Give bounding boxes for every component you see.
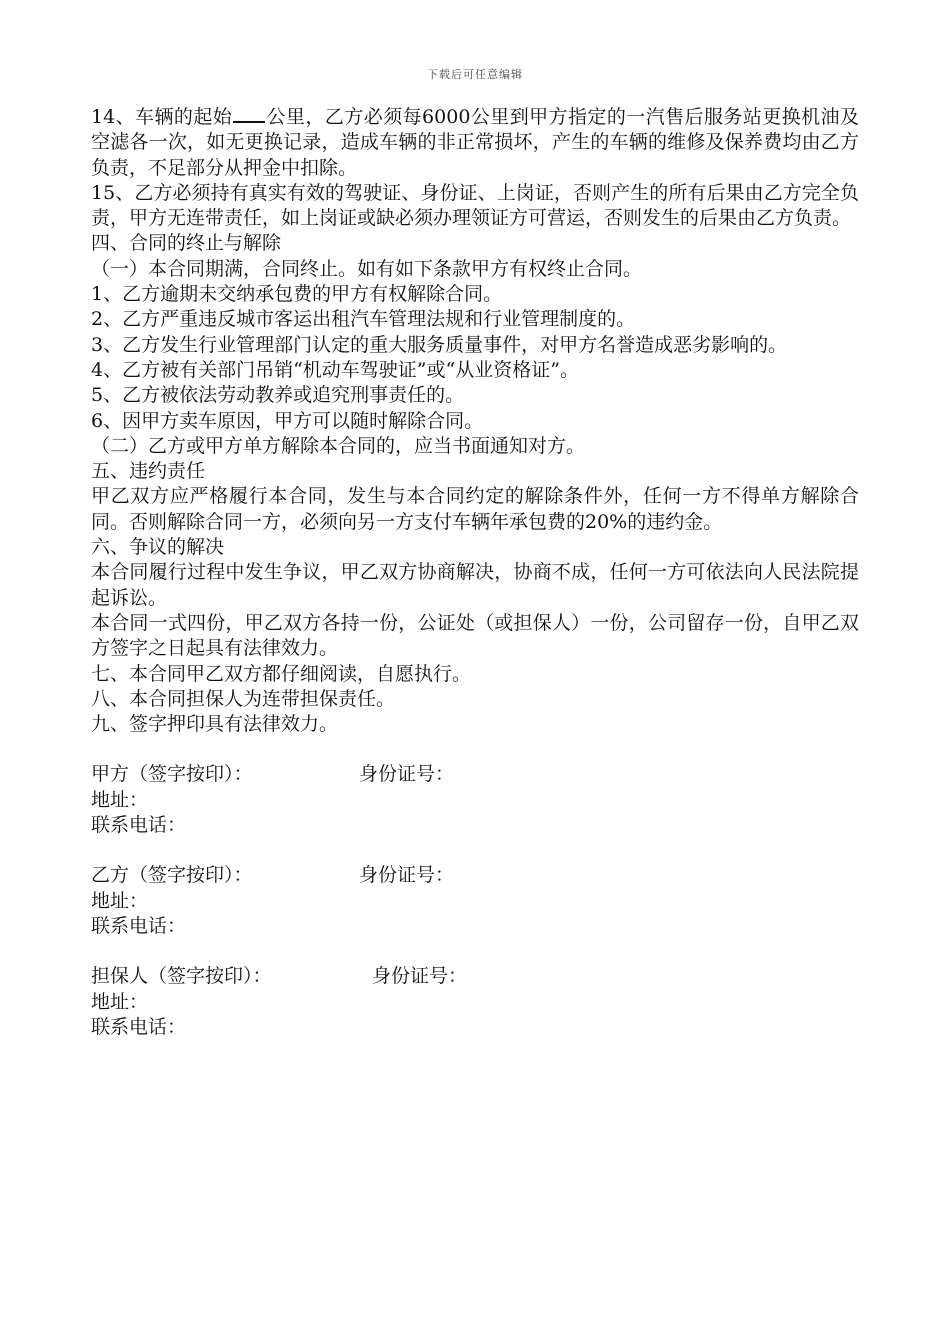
contract-body [91, 103, 859, 1040]
party-a-id-label: 身份证号： [359, 763, 455, 786]
clause-15: 15、乙方必须持有真实有效的驾驶证、身份证、上岗证，否则产生的所有后果由乙方完全负责，甲方无连带责任，如上岗证或缺必须办理领证方可营运，否则发生的后果由乙方负责。 [91, 181, 859, 230]
termination-clause-1: 1、乙方逾期未交纳承包费的甲方有权解除合同。 [91, 283, 503, 306]
termination-item-1: （一）本合同期满，合同终止。如有如下条款甲方有权终止合同。 [91, 257, 643, 280]
clause-14-start: 14、车辆的起始 [91, 106, 233, 128]
party-b-address-label: 地址： [91, 889, 149, 912]
party-b-phone-label: 联系电话： [91, 914, 187, 937]
termination-clause-2: 2、乙方严重违反城市客运出租汽车管理法规和行业管理制度的。 [91, 308, 636, 331]
guarantor-sign-label: 担保人（签字按印）： [91, 965, 272, 988]
termination-clause-4: 4、乙方被有关部门吊销“机动车驾驶证”或“从业资格证”。 [91, 358, 579, 381]
party-a-address-label: 地址： [91, 788, 149, 811]
termination-clause-5: 5、乙方被依法劳动教养或追究刑事责任的。 [91, 384, 465, 407]
clause-14 [91, 103, 859, 181]
party-a-sign-label: 甲方（签字按印）： [91, 763, 253, 786]
guarantor-address-label: 地址： [91, 990, 149, 1013]
dispute-text: 本合同履行过程中发生争议，甲乙双方协商解决，协商不成，任何一方可依法向人民法院提起诉讼。 [91, 561, 859, 609]
termination-clause-6: 6、因甲方卖车原因，甲方可以随时解除合同。 [91, 409, 484, 432]
termination-clause-3: 3、乙方发生行业管理部门认定的重大服务质量事件，对甲方名誉造成恶劣影响的。 [91, 333, 788, 356]
signature-guarantor [91, 964, 859, 1040]
section-9: 九、签字押印具有法律效力。 [91, 713, 339, 736]
party-b-id-label: 身份证号： [359, 864, 455, 887]
signature-row [91, 863, 859, 888]
party-a-phone-label: 联系电话： [91, 814, 187, 837]
header-note: 下载后可任意编辑 [427, 68, 523, 81]
section-heading-termination: 四、合同的终止与解除 [91, 232, 282, 255]
liability-text: 甲乙双方应严格履行本合同，发生与本合同约定的解除条件外，任何一方不得单方解除合同。否则解除合同一方，必须向另一方支付车辆年承包费的20%的违约金。 [91, 485, 859, 533]
signature-party-a [91, 762, 859, 838]
section-heading-liability: 五、违约责任 [91, 460, 206, 483]
section-7: 七、本合同甲乙双方都仔细阅读，自愿执行。 [91, 662, 472, 685]
clause-14-rest: 公里，乙方必须每6000公里到甲方指定的一汽售后服务站更换机油及空滤各一次，如无更换记录，造成车辆的非正常损坏，产生的车辆的维修及保养费均由乙方负责，不足部分从押金中扣除。 [91, 106, 859, 179]
section-heading-dispute: 六、争议的解决 [91, 536, 225, 559]
copies-text: 本合同一式四份，甲乙双方各持一份，公证处（或担保人）一份，公司留存一份，自甲乙双方签字之日起具有法律效力。 [91, 611, 859, 660]
signature-party-b [91, 863, 859, 939]
guarantor-phone-label: 联系电话： [91, 1015, 187, 1038]
guarantor-id-label: 身份证号： [372, 965, 468, 988]
section-8: 八、本合同担保人为连带担保责任。 [91, 687, 396, 710]
party-b-sign-label: 乙方（签字按印）： [91, 864, 253, 887]
signature-row [91, 964, 859, 989]
signature-row [91, 762, 859, 787]
termination-item-2: （二）乙方或甲方单方解除本合同的，应当书面通知对方。 [91, 434, 586, 457]
mileage-blank [233, 103, 265, 123]
